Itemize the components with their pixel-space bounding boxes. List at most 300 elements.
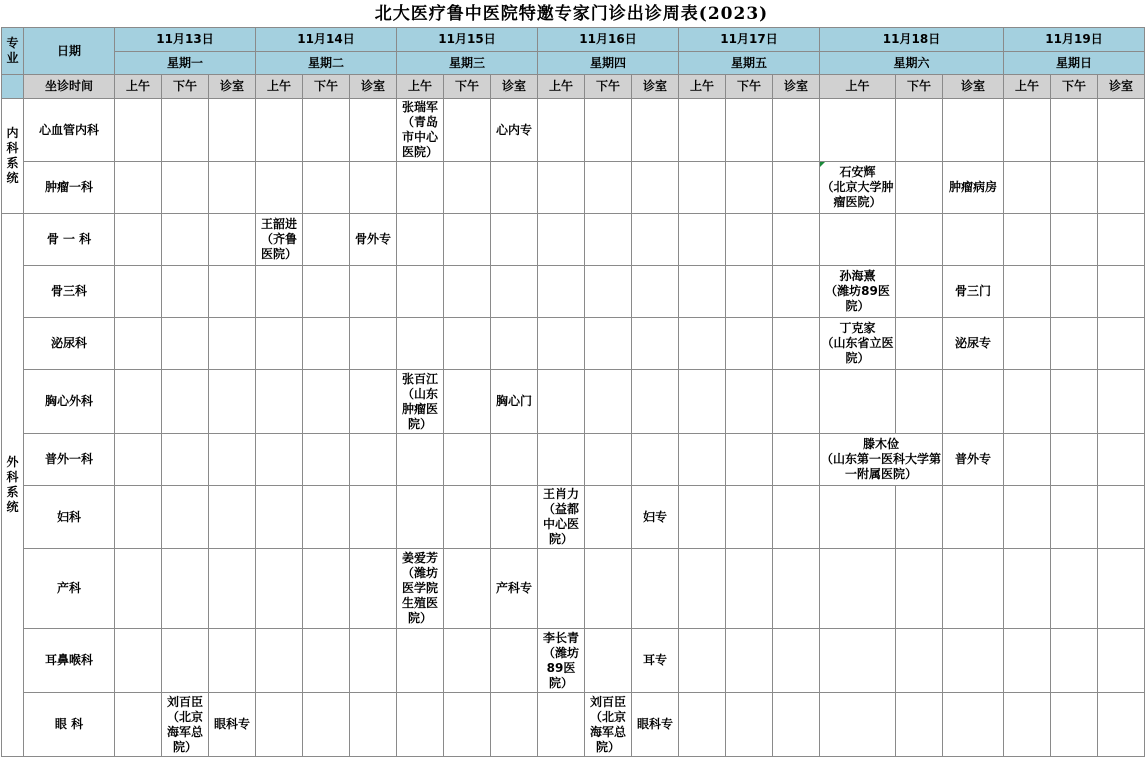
specialty-header-text: 专业: [6, 36, 19, 65]
empty-cell: [350, 549, 397, 629]
empty-cell: [491, 162, 538, 214]
empty-cell: [679, 693, 726, 757]
dept-row: [2, 486, 1145, 549]
empty-cell: [209, 486, 256, 549]
empty-cell: [115, 99, 162, 162]
doctor-hospital: （青岛市中心医院）: [401, 115, 438, 159]
empty-cell: [115, 434, 162, 486]
dept-row: [2, 162, 1145, 214]
empty-cell: [773, 99, 820, 162]
empty-cell: [585, 486, 632, 549]
empty-cell: [585, 266, 632, 318]
empty-cell: [820, 370, 896, 434]
empty-cell: [896, 370, 943, 434]
slot-header-5-1: 下午: [896, 75, 943, 99]
page-title: 北大医疗鲁中医院特邀专家门诊出诊周表(2023): [374, 4, 769, 24]
comment-marker-icon: [820, 162, 825, 167]
room-cell: 心内专: [491, 99, 538, 162]
dept-row: [2, 629, 1145, 693]
doctor-name: 王肖力: [542, 487, 579, 501]
empty-cell: [1098, 214, 1145, 266]
weekday-cell-4: 星期五: [679, 52, 820, 75]
empty-cell: [444, 318, 491, 370]
empty-cell: [115, 629, 162, 693]
empty-cell: [632, 434, 679, 486]
room-cell: 肿瘤病房: [943, 162, 1004, 214]
empty-cell: [256, 434, 303, 486]
doctor-name: 丁克家: [839, 321, 876, 335]
dept-name: 产科: [24, 549, 115, 629]
empty-cell: [491, 266, 538, 318]
empty-cell: [585, 434, 632, 486]
dept-row: [2, 99, 1145, 162]
doctor-cell: [397, 549, 444, 629]
empty-cell: [896, 486, 943, 549]
empty-cell: [726, 162, 773, 214]
slot-header-1-0: 上午: [256, 75, 303, 99]
dept-name: 胸心外科: [24, 370, 115, 434]
slot-header-2-0: 上午: [397, 75, 444, 99]
slot-header-6-1: 下午: [1051, 75, 1098, 99]
empty-cell: [1098, 486, 1145, 549]
doctor-hospital: （山东第一医科大学第一附属医院）: [820, 452, 941, 481]
empty-cell: [1098, 318, 1145, 370]
empty-cell: [538, 693, 585, 757]
date-header: 日期: [24, 28, 115, 75]
system-surgical: [2, 214, 24, 757]
empty-cell: [585, 370, 632, 434]
empty-cell: [585, 99, 632, 162]
empty-cell: [679, 370, 726, 434]
empty-cell: [491, 214, 538, 266]
empty-cell: [209, 266, 256, 318]
empty-cell: [632, 162, 679, 214]
slot-header-5-0: 上午: [820, 75, 896, 99]
empty-cell: [726, 370, 773, 434]
date-cell-3: 11月16日: [538, 28, 679, 52]
empty-cell: [256, 266, 303, 318]
empty-cell: [726, 99, 773, 162]
dept-row: [2, 214, 1145, 266]
empty-cell: [726, 434, 773, 486]
slot-header-2-1: 下午: [444, 75, 491, 99]
empty-cell: [632, 214, 679, 266]
empty-cell: [444, 266, 491, 318]
empty-cell: [896, 318, 943, 370]
empty-cell: [773, 434, 820, 486]
doctor-cell: [397, 99, 444, 162]
specialty-header: [2, 28, 24, 75]
slot-header-4-1: 下午: [726, 75, 773, 99]
empty-cell: [350, 318, 397, 370]
empty-cell: [679, 214, 726, 266]
doctor-cell: [538, 629, 585, 693]
empty-cell: [256, 162, 303, 214]
empty-cell: [444, 434, 491, 486]
dept-row: [2, 266, 1145, 318]
empty-cell: [1098, 549, 1145, 629]
doctor-cell: [397, 370, 444, 434]
empty-cell: [350, 99, 397, 162]
doctor-hospital: （北京大学肿瘤医院）: [821, 180, 894, 209]
empty-cell: [538, 99, 585, 162]
empty-cell: [256, 486, 303, 549]
empty-cell: [397, 693, 444, 757]
empty-cell: [773, 370, 820, 434]
empty-cell: [820, 214, 896, 266]
empty-cell: [896, 214, 943, 266]
empty-cell: [1098, 162, 1145, 214]
system-internal: [2, 99, 24, 214]
slot-header-0-0: 上午: [115, 75, 162, 99]
empty-cell: [350, 486, 397, 549]
date-cell-6: 11月19日: [1004, 28, 1145, 52]
empty-cell: [1004, 629, 1051, 693]
doctor-hospital: （潍坊89医院）: [825, 284, 890, 313]
doctor-hospital: （潍坊医学院生殖医院）: [401, 566, 438, 625]
empty-cell: [209, 318, 256, 370]
slot-header-4-2: 诊室: [773, 75, 820, 99]
date-cell-1: 11月14日: [256, 28, 397, 52]
slot-row-spacer: [2, 75, 24, 99]
empty-cell: [303, 99, 350, 162]
empty-cell: [209, 629, 256, 693]
room-cell: 泌尿专: [943, 318, 1004, 370]
empty-cell: [444, 549, 491, 629]
empty-cell: [162, 629, 209, 693]
doctor-cell: [162, 693, 209, 757]
weekday-row: [2, 52, 1145, 75]
empty-cell: [1051, 693, 1098, 757]
empty-cell: [303, 486, 350, 549]
slot-header-0-2: 诊室: [209, 75, 256, 99]
empty-cell: [397, 629, 444, 693]
empty-cell: [1051, 486, 1098, 549]
doctor-name: 王韶进: [260, 217, 297, 231]
empty-cell: [726, 693, 773, 757]
doctor-name: 刘百臣: [589, 694, 626, 709]
empty-cell: [585, 162, 632, 214]
doctor-name: 李长青: [542, 630, 579, 645]
dept-name: 骨 一 科: [24, 214, 115, 266]
empty-cell: [162, 549, 209, 629]
doctor-hospital: （潍坊89医院）: [542, 645, 579, 690]
room-cell: 妇专: [632, 486, 679, 549]
doctor-name: 刘百臣: [166, 694, 203, 709]
slot-header-6-2: 诊室: [1098, 75, 1145, 99]
empty-cell: [256, 629, 303, 693]
empty-cell: [1004, 99, 1051, 162]
empty-cell: [162, 434, 209, 486]
empty-cell: [350, 434, 397, 486]
doctor-name: 张百江: [401, 371, 438, 386]
empty-cell: [820, 549, 896, 629]
empty-cell: [1098, 434, 1145, 486]
empty-cell: [820, 99, 896, 162]
dept-name: 骨三科: [24, 266, 115, 318]
empty-cell: [820, 629, 896, 693]
empty-cell: [256, 693, 303, 757]
empty-cell: [397, 434, 444, 486]
weekday-cell-3: 星期四: [538, 52, 679, 75]
date-row: [2, 28, 1145, 52]
empty-cell: [350, 370, 397, 434]
empty-cell: [397, 162, 444, 214]
system-surgical-text: 外科系统: [6, 455, 19, 514]
empty-cell: [1004, 549, 1051, 629]
empty-cell: [943, 214, 1004, 266]
empty-cell: [632, 266, 679, 318]
empty-cell: [491, 693, 538, 757]
empty-cell: [444, 629, 491, 693]
empty-cell: [350, 162, 397, 214]
room-cell: 眼科专: [209, 693, 256, 757]
empty-cell: [896, 629, 943, 693]
empty-cell: [773, 549, 820, 629]
room-cell: 骨三门: [943, 266, 1004, 318]
dept-name: 普外一科: [24, 434, 115, 486]
doctor-name: 孙海熹: [839, 269, 876, 283]
empty-cell: [303, 434, 350, 486]
empty-cell: [303, 214, 350, 266]
room-cell: 骨外专: [350, 214, 397, 266]
empty-cell: [1051, 629, 1098, 693]
dept-row: [2, 318, 1145, 370]
weekday-cell-0: 星期一: [115, 52, 256, 75]
slot-header-0-1: 下午: [162, 75, 209, 99]
empty-cell: [162, 99, 209, 162]
empty-cell: [209, 214, 256, 266]
doctor-cell: [585, 693, 632, 757]
empty-cell: [726, 266, 773, 318]
room-cell: 产科专: [491, 549, 538, 629]
empty-cell: [820, 693, 896, 757]
empty-cell: [632, 549, 679, 629]
empty-cell: [444, 693, 491, 757]
dept-name: 眼 科: [24, 693, 115, 757]
empty-cell: [256, 318, 303, 370]
date-cell-2: 11月15日: [397, 28, 538, 52]
empty-cell: [162, 370, 209, 434]
empty-cell: [632, 99, 679, 162]
empty-cell: [444, 162, 491, 214]
empty-cell: [209, 370, 256, 434]
empty-cell: [538, 266, 585, 318]
empty-cell: [162, 318, 209, 370]
empty-cell: [303, 266, 350, 318]
slot-header-1-2: 诊室: [350, 75, 397, 99]
empty-cell: [303, 370, 350, 434]
empty-cell: [1098, 629, 1145, 693]
empty-cell: [1051, 162, 1098, 214]
empty-cell: [1004, 214, 1051, 266]
empty-cell: [1098, 99, 1145, 162]
empty-cell: [162, 162, 209, 214]
date-cell-4: 11月17日: [679, 28, 820, 52]
empty-cell: [726, 214, 773, 266]
doctor-name: 滕木俭: [862, 437, 899, 451]
empty-cell: [397, 214, 444, 266]
doctor-cell: [538, 486, 585, 549]
slot-header-3-1: 下午: [585, 75, 632, 99]
empty-cell: [1051, 318, 1098, 370]
empty-cell: [679, 486, 726, 549]
empty-cell: [162, 486, 209, 549]
doctor-hospital: （山东省立医院）: [821, 336, 894, 365]
empty-cell: [397, 318, 444, 370]
empty-cell: [444, 370, 491, 434]
empty-cell: [397, 486, 444, 549]
dept-row: [2, 693, 1145, 757]
empty-cell: [115, 162, 162, 214]
empty-cell: [679, 266, 726, 318]
empty-cell: [1098, 370, 1145, 434]
empty-cell: [585, 549, 632, 629]
empty-cell: [538, 162, 585, 214]
empty-cell: [538, 549, 585, 629]
slot-header-6-0: 上午: [1004, 75, 1051, 99]
empty-cell: [585, 318, 632, 370]
empty-cell: [896, 266, 943, 318]
empty-cell: [491, 629, 538, 693]
empty-cell: [726, 318, 773, 370]
empty-cell: [303, 549, 350, 629]
empty-cell: [303, 693, 350, 757]
empty-cell: [256, 370, 303, 434]
slot-header-3-2: 诊室: [632, 75, 679, 99]
empty-cell: [115, 486, 162, 549]
weekday-cell-1: 星期二: [256, 52, 397, 75]
empty-cell: [115, 693, 162, 757]
empty-cell: [1098, 693, 1145, 757]
empty-cell: [209, 99, 256, 162]
empty-cell: [773, 318, 820, 370]
empty-cell: [1004, 693, 1051, 757]
empty-cell: [726, 549, 773, 629]
doctor-name: 石安辉: [839, 165, 876, 179]
empty-cell: [1004, 370, 1051, 434]
empty-cell: [162, 266, 209, 318]
empty-cell: [162, 214, 209, 266]
slot-header-1-1: 下午: [303, 75, 350, 99]
empty-cell: [491, 486, 538, 549]
empty-cell: [773, 629, 820, 693]
empty-cell: [896, 99, 943, 162]
empty-cell: [1051, 549, 1098, 629]
empty-cell: [679, 99, 726, 162]
doctor-cell: [256, 214, 303, 266]
empty-cell: [303, 318, 350, 370]
empty-cell: [1051, 434, 1098, 486]
doctor-cell: [820, 318, 896, 370]
room-cell: 耳专: [632, 629, 679, 693]
empty-cell: [1004, 434, 1051, 486]
empty-cell: [943, 370, 1004, 434]
dept-name: 泌尿科: [24, 318, 115, 370]
empty-cell: [1004, 318, 1051, 370]
empty-cell: [896, 162, 943, 214]
empty-cell: [679, 549, 726, 629]
empty-cell: [256, 549, 303, 629]
slot-header-2-2: 诊室: [491, 75, 538, 99]
empty-cell: [444, 214, 491, 266]
empty-cell: [679, 162, 726, 214]
date-cell-0: 11月13日: [115, 28, 256, 52]
empty-cell: [397, 266, 444, 318]
empty-cell: [679, 629, 726, 693]
empty-cell: [632, 318, 679, 370]
slot-row: [2, 75, 1145, 99]
empty-cell: [1051, 99, 1098, 162]
doctor-hospital: （山东肿瘤医院）: [401, 386, 438, 431]
empty-cell: [209, 549, 256, 629]
empty-cell: [943, 99, 1004, 162]
empty-cell: [773, 693, 820, 757]
doctor-hospital: （益都中心医院）: [542, 502, 579, 546]
empty-cell: [1051, 214, 1098, 266]
doctor-cell: [820, 162, 896, 214]
empty-cell: [585, 629, 632, 693]
doctor-name: 姜爱芳: [401, 551, 438, 565]
empty-cell: [209, 434, 256, 486]
empty-cell: [943, 486, 1004, 549]
empty-cell: [256, 99, 303, 162]
empty-cell: [896, 549, 943, 629]
empty-cell: [115, 370, 162, 434]
doctor-cell: [820, 434, 943, 486]
schedule-table: [1, 27, 1145, 757]
dept-name: 妇科: [24, 486, 115, 549]
slot-header-5-2: 诊室: [943, 75, 1004, 99]
empty-cell: [1098, 266, 1145, 318]
empty-cell: [679, 434, 726, 486]
empty-cell: [820, 486, 896, 549]
empty-cell: [726, 486, 773, 549]
dept-row: [2, 549, 1145, 629]
empty-cell: [632, 370, 679, 434]
empty-cell: [773, 214, 820, 266]
empty-cell: [1051, 266, 1098, 318]
empty-cell: [943, 693, 1004, 757]
empty-cell: [585, 214, 632, 266]
slot-header-3-0: 上午: [538, 75, 585, 99]
dept-row: [2, 434, 1145, 486]
empty-cell: [115, 214, 162, 266]
empty-cell: [726, 629, 773, 693]
weekday-cell-5: 星期六: [820, 52, 1004, 75]
doctor-hospital: （齐鲁医院）: [260, 232, 297, 261]
empty-cell: [1004, 162, 1051, 214]
room-cell: 眼科专: [632, 693, 679, 757]
weekday-cell-2: 星期三: [397, 52, 538, 75]
time-header: 坐诊时间: [24, 75, 115, 99]
dept-name: 心血管内科: [24, 99, 115, 162]
empty-cell: [1004, 266, 1051, 318]
date-cell-5: 11月18日: [820, 28, 1004, 52]
empty-cell: [773, 486, 820, 549]
doctor-hospital: （北京海军总院）: [166, 709, 203, 754]
empty-cell: [679, 318, 726, 370]
empty-cell: [350, 629, 397, 693]
empty-cell: [209, 162, 256, 214]
weekday-cell-6: 星期日: [1004, 52, 1145, 75]
doctor-cell: [820, 266, 896, 318]
empty-cell: [538, 434, 585, 486]
empty-cell: [773, 266, 820, 318]
dept-name: 耳鼻喉科: [24, 629, 115, 693]
empty-cell: [115, 549, 162, 629]
empty-cell: [444, 486, 491, 549]
